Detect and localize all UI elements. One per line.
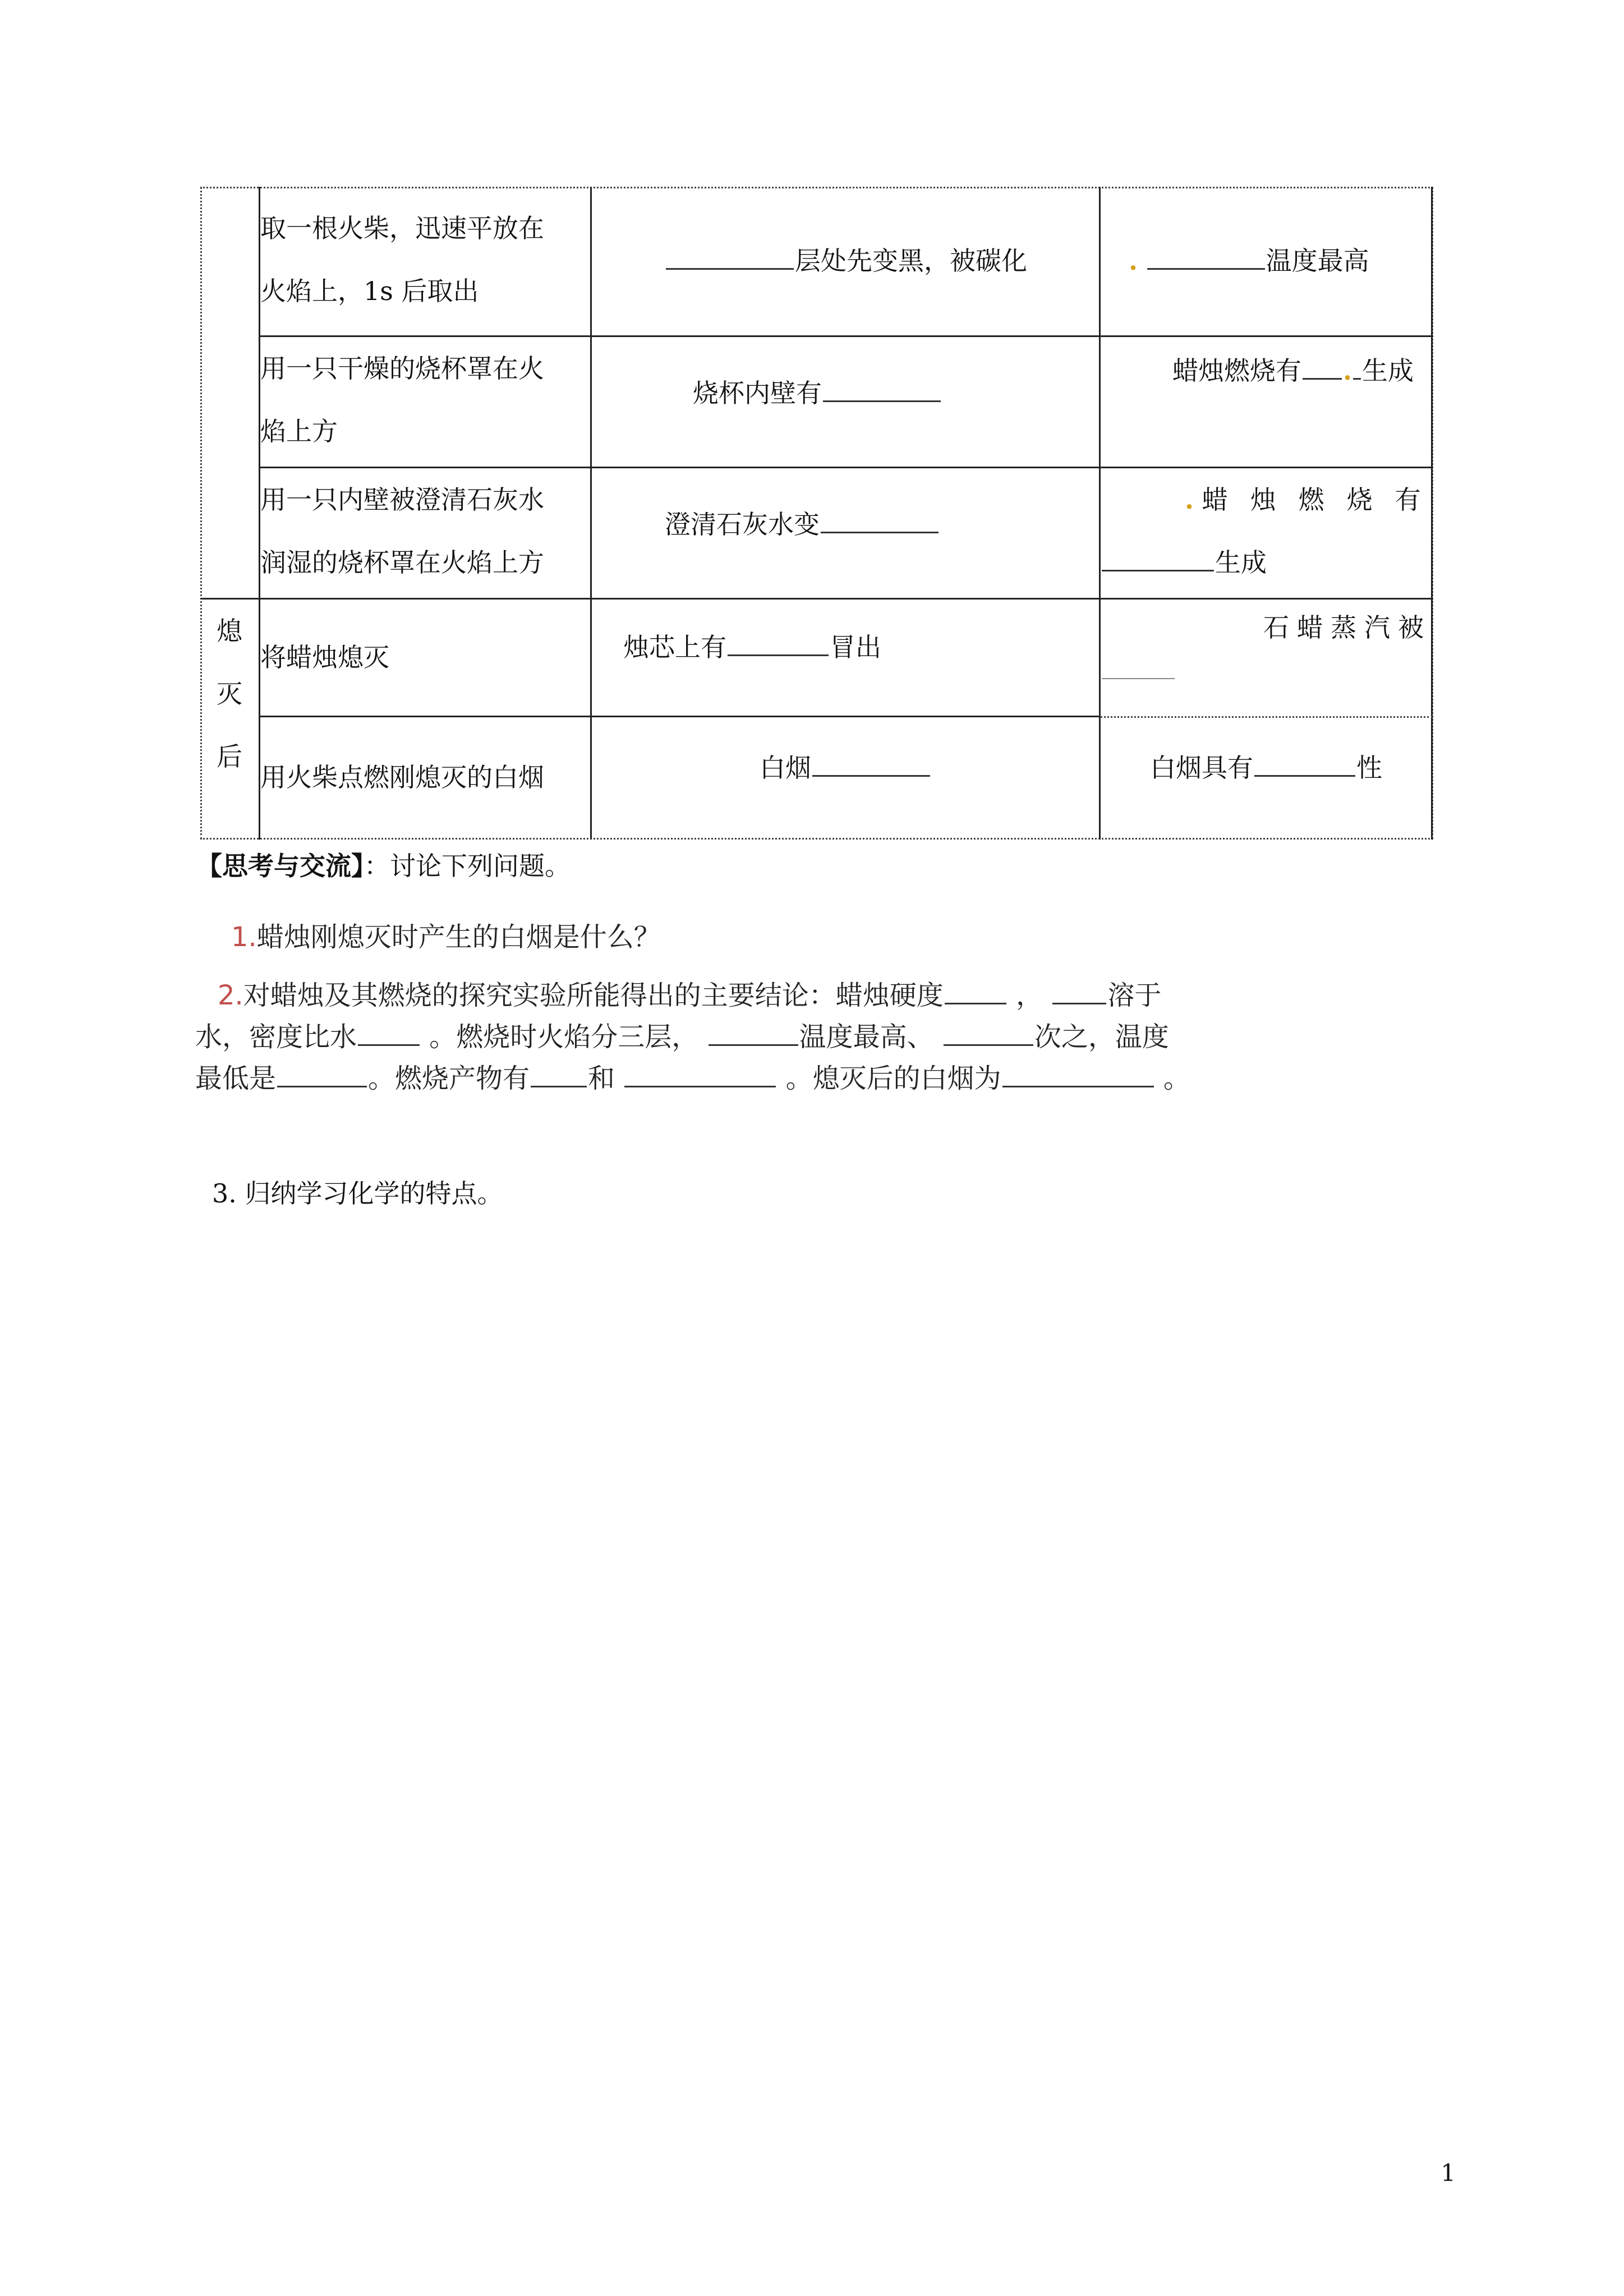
table-row	[260, 717, 591, 838]
answer-blank[interactable]	[944, 1022, 1033, 1046]
phenomenon-text: 冒出	[830, 632, 881, 662]
question-text: 次之，温度	[1034, 1021, 1169, 1053]
conclusion-text: 白烟具有	[1150, 753, 1253, 783]
phenomenon-text: 层处先变黑，被碳化	[795, 246, 1027, 276]
question-number: 1.	[231, 921, 257, 953]
answer-blank[interactable]	[624, 1063, 776, 1087]
answer-blank[interactable]	[1303, 356, 1342, 380]
answer-blank[interactable]	[1102, 656, 1175, 679]
table-row	[260, 600, 591, 716]
question-text: 。	[1163, 1063, 1190, 1094]
marker-dot: .	[1343, 356, 1352, 386]
conclusion-text: 生成	[1215, 547, 1267, 578]
operation-text: 用火柴点燃刚熄灭的白烟	[260, 762, 544, 792]
question-3	[212, 1173, 503, 1210]
question-2	[195, 975, 1261, 1099]
operation-text: 用一只干燥的烧杯罩在火	[260, 353, 544, 384]
experiment-table	[200, 187, 1443, 840]
operation-text: 润湿的烧杯罩在火焰上方	[260, 547, 544, 578]
answer-blank[interactable]	[812, 753, 930, 777]
conclusion-text: 温度最高	[1266, 246, 1369, 276]
answer-blank[interactable]	[1147, 246, 1265, 270]
operation-text: 火焰上，1s 后取出	[260, 276, 479, 306]
phenomenon-text: 白烟	[760, 753, 811, 783]
answer-blank[interactable]	[1353, 356, 1361, 380]
answer-blank[interactable]	[728, 632, 829, 656]
operation-text: 用一只内壁被澄清石灰水	[260, 485, 544, 515]
answer-blank[interactable]	[1102, 547, 1214, 571]
marker-dot: .	[1129, 246, 1138, 276]
question-text: ，	[1016, 980, 1043, 1011]
operation-text: 取一根火柴，迅速平放在	[260, 213, 544, 243]
operation-text: 焰上方	[260, 416, 338, 446]
table-row	[260, 337, 591, 467]
page-number: 1	[1441, 2159, 1456, 2187]
conclusion-text: 生成	[1362, 356, 1414, 386]
heading-suffix: ：讨论下列问题。	[364, 851, 571, 881]
answer-blank[interactable]	[1052, 980, 1106, 1004]
answer-blank[interactable]	[945, 980, 1006, 1004]
question-text: 。燃烧产物有	[368, 1063, 530, 1094]
question-number: 2.	[218, 980, 243, 1011]
question-text: 。熄灭后的白烟为	[785, 1063, 1001, 1094]
phenomenon-text: 烛芯上有	[623, 632, 726, 662]
answer-blank[interactable]	[823, 378, 941, 402]
answer-blank[interactable]	[1254, 753, 1355, 777]
conclusion-text: 石蜡蒸汽被	[1263, 612, 1432, 643]
table-row	[260, 197, 591, 335]
question-text: 3. 归纳学习化学的特点。	[212, 1178, 503, 1209]
discussion-heading	[196, 846, 571, 883]
conclusion-text: 性	[1356, 753, 1382, 783]
phenomenon-text: 烧杯内壁有	[693, 378, 822, 408]
stage-label-cell	[200, 600, 259, 840]
answer-blank[interactable]	[821, 509, 938, 533]
stage-label: 熄灭后	[217, 616, 242, 772]
phenomenon-text: 澄清石灰水变	[665, 509, 820, 540]
marker-dot: .	[1185, 485, 1194, 515]
question-text: 最低是	[195, 1063, 277, 1094]
answer-blank[interactable]	[531, 1063, 587, 1087]
question-text: 溶于	[1107, 980, 1162, 1011]
answer-blank[interactable]	[709, 1022, 798, 1046]
question-1	[231, 915, 661, 954]
conclusion-text: 蜡烛燃烧有	[1202, 485, 1443, 515]
operation-text: 将蜡烛熄灭	[260, 642, 389, 672]
question-text: 蜡烛刚熄灭时产生的白烟是什么？	[256, 921, 661, 953]
answer-blank[interactable]	[1002, 1063, 1154, 1087]
question-text: 水，密度比水	[195, 1021, 357, 1053]
answer-blank[interactable]	[277, 1063, 367, 1087]
heading-label: 【思考与交流】	[196, 851, 364, 881]
question-text: 温度最高、	[799, 1021, 934, 1053]
conclusion-text: 蜡烛燃烧有	[1172, 356, 1301, 386]
question-text: 。燃烧时火焰分三层，	[429, 1021, 699, 1053]
answer-blank[interactable]	[666, 246, 794, 270]
table-row	[260, 468, 591, 598]
question-text: 对蜡烛及其燃烧的探究实验所能得出的主要结论：蜡烛硬度	[243, 980, 944, 1011]
answer-blank[interactable]	[358, 1022, 420, 1046]
question-text: 和	[588, 1063, 615, 1094]
